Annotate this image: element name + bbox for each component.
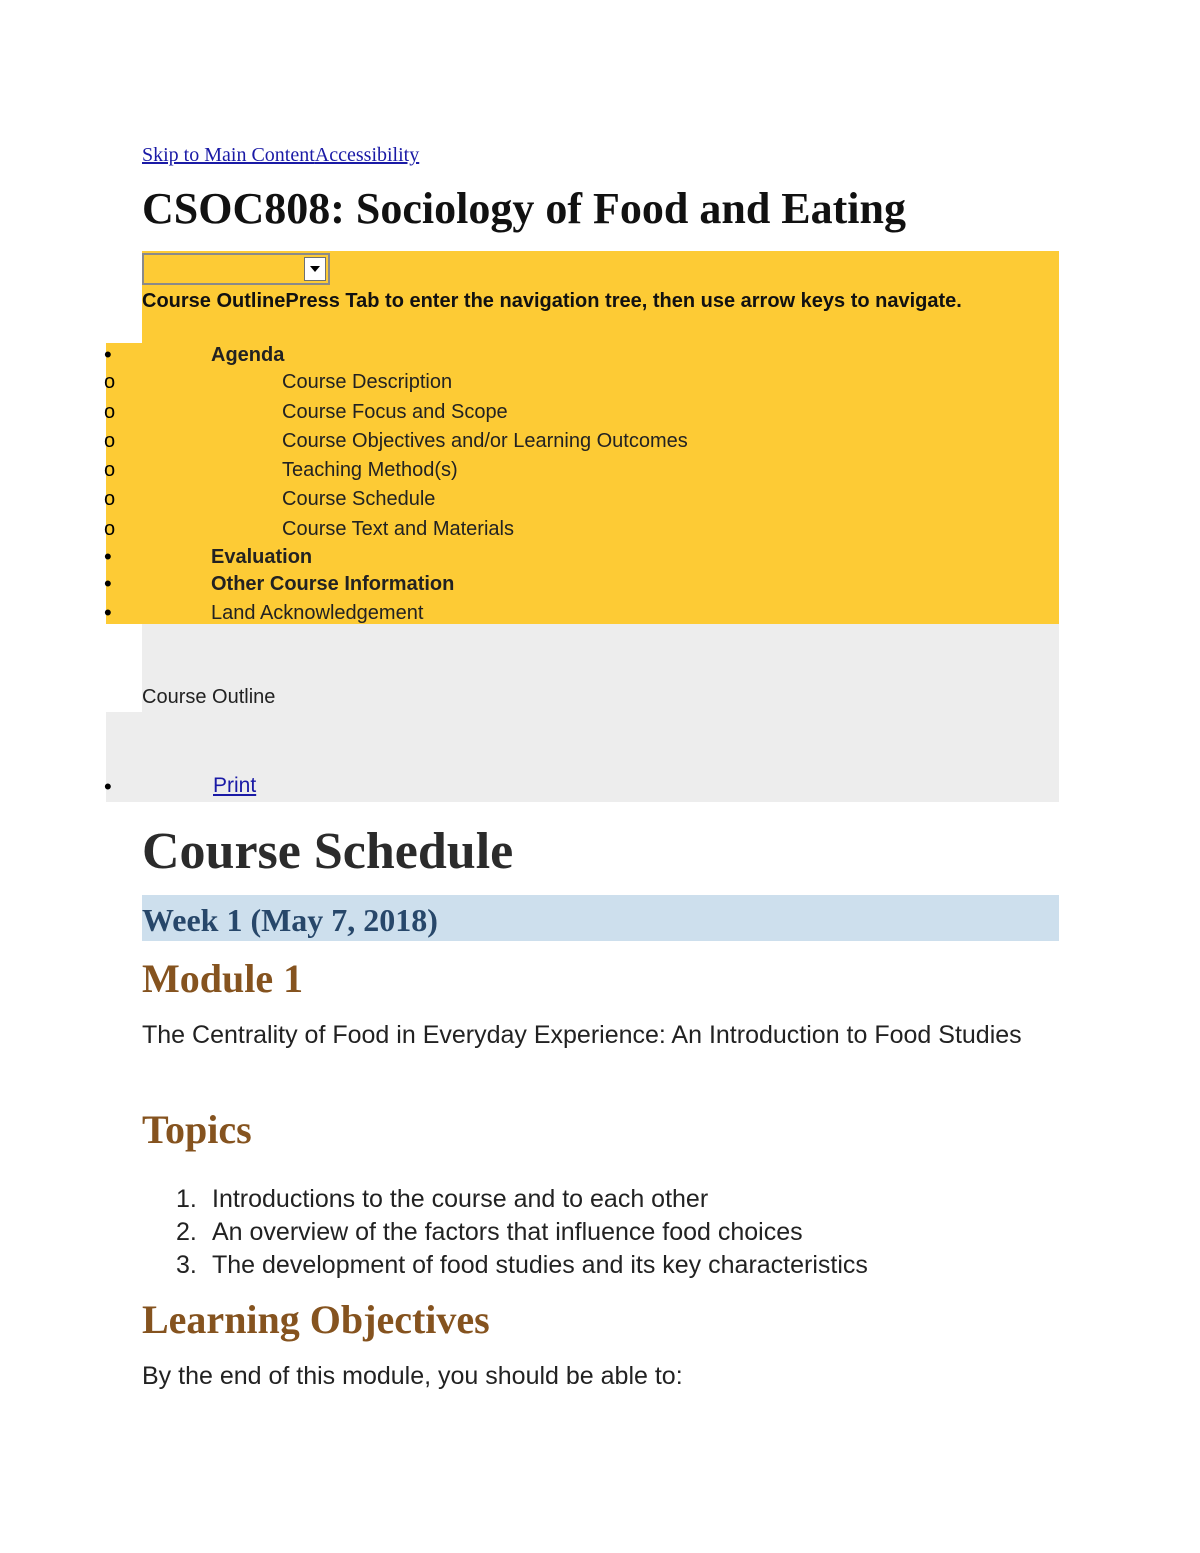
sidebar-item-label[interactable]: Other Course Information bbox=[211, 573, 455, 595]
outline-label: Course Outline bbox=[142, 686, 276, 708]
sidebar-item-label[interactable]: Course Focus and Scope bbox=[282, 401, 508, 423]
sidebar-item-label[interactable]: Teaching Method(s) bbox=[282, 459, 458, 481]
outline-panel bbox=[142, 624, 1059, 802]
bullet-disc-icon bbox=[104, 601, 112, 626]
week-title: Week 1 (May 7, 2018) bbox=[142, 902, 438, 938]
skip-to-main-content-link[interactable]: Skip to Main Content bbox=[142, 144, 315, 166]
bullet-circle-icon bbox=[104, 429, 115, 453]
topic-text: Introductions to the course and to each other bbox=[212, 1185, 709, 1213]
bullet-disc-icon bbox=[104, 572, 112, 597]
section-title: Course Schedule bbox=[142, 823, 514, 880]
skip-links bbox=[142, 144, 419, 167]
topics-heading: Topics bbox=[142, 1107, 252, 1152]
sidebar-item-label[interactable]: Course Text and Materials bbox=[282, 518, 514, 540]
bullet-circle-icon bbox=[104, 370, 115, 394]
learning-objectives-heading: Learning Objectives bbox=[142, 1297, 490, 1342]
bullet-circle-icon bbox=[104, 517, 115, 541]
chevron-down-icon[interactable] bbox=[304, 257, 326, 281]
bullet-disc-icon bbox=[104, 545, 112, 570]
bullet-circle-icon bbox=[104, 458, 115, 482]
sidebar-item-label[interactable]: Course Description bbox=[282, 371, 453, 393]
navigation-heading: Course OutlinePress Tab to enter the navigation tree, then use arrow keys to navigate. bbox=[142, 290, 962, 312]
bullet-circle-icon bbox=[104, 487, 115, 511]
print-list-bullet: • bbox=[104, 774, 112, 799]
print-link[interactable]: Print bbox=[213, 774, 257, 797]
module-description: The Centrality of Food in Everyday Experience: An Introduction to Food Studies bbox=[142, 1021, 1022, 1049]
course-title: CSOC808: Sociology of Food and Eating bbox=[142, 184, 906, 233]
outline-select[interactable] bbox=[142, 253, 330, 285]
sidebar-item-label[interactable]: Course Schedule bbox=[282, 488, 436, 510]
bullet-disc-icon bbox=[104, 343, 112, 368]
topic-text: The development of food studies and its key characteristics bbox=[212, 1251, 868, 1279]
sidebar-item-label[interactable]: Course Objectives and/or Learning Outcomes bbox=[282, 430, 688, 452]
module-heading: Module 1 bbox=[142, 956, 304, 1001]
objectives-intro: By the end of this module, you should be able to: bbox=[142, 1362, 683, 1390]
sidebar-item-label[interactable]: Agenda bbox=[211, 344, 285, 366]
accessibility-link[interactable]: Accessibility bbox=[314, 144, 420, 166]
sidebar-item-label[interactable]: Evaluation bbox=[211, 546, 313, 568]
topic-text: An overview of the factors that influence food choices bbox=[212, 1218, 803, 1246]
sidebar-item-label[interactable]: Land Acknowledgement bbox=[211, 602, 424, 624]
bullet-circle-icon bbox=[104, 400, 115, 424]
